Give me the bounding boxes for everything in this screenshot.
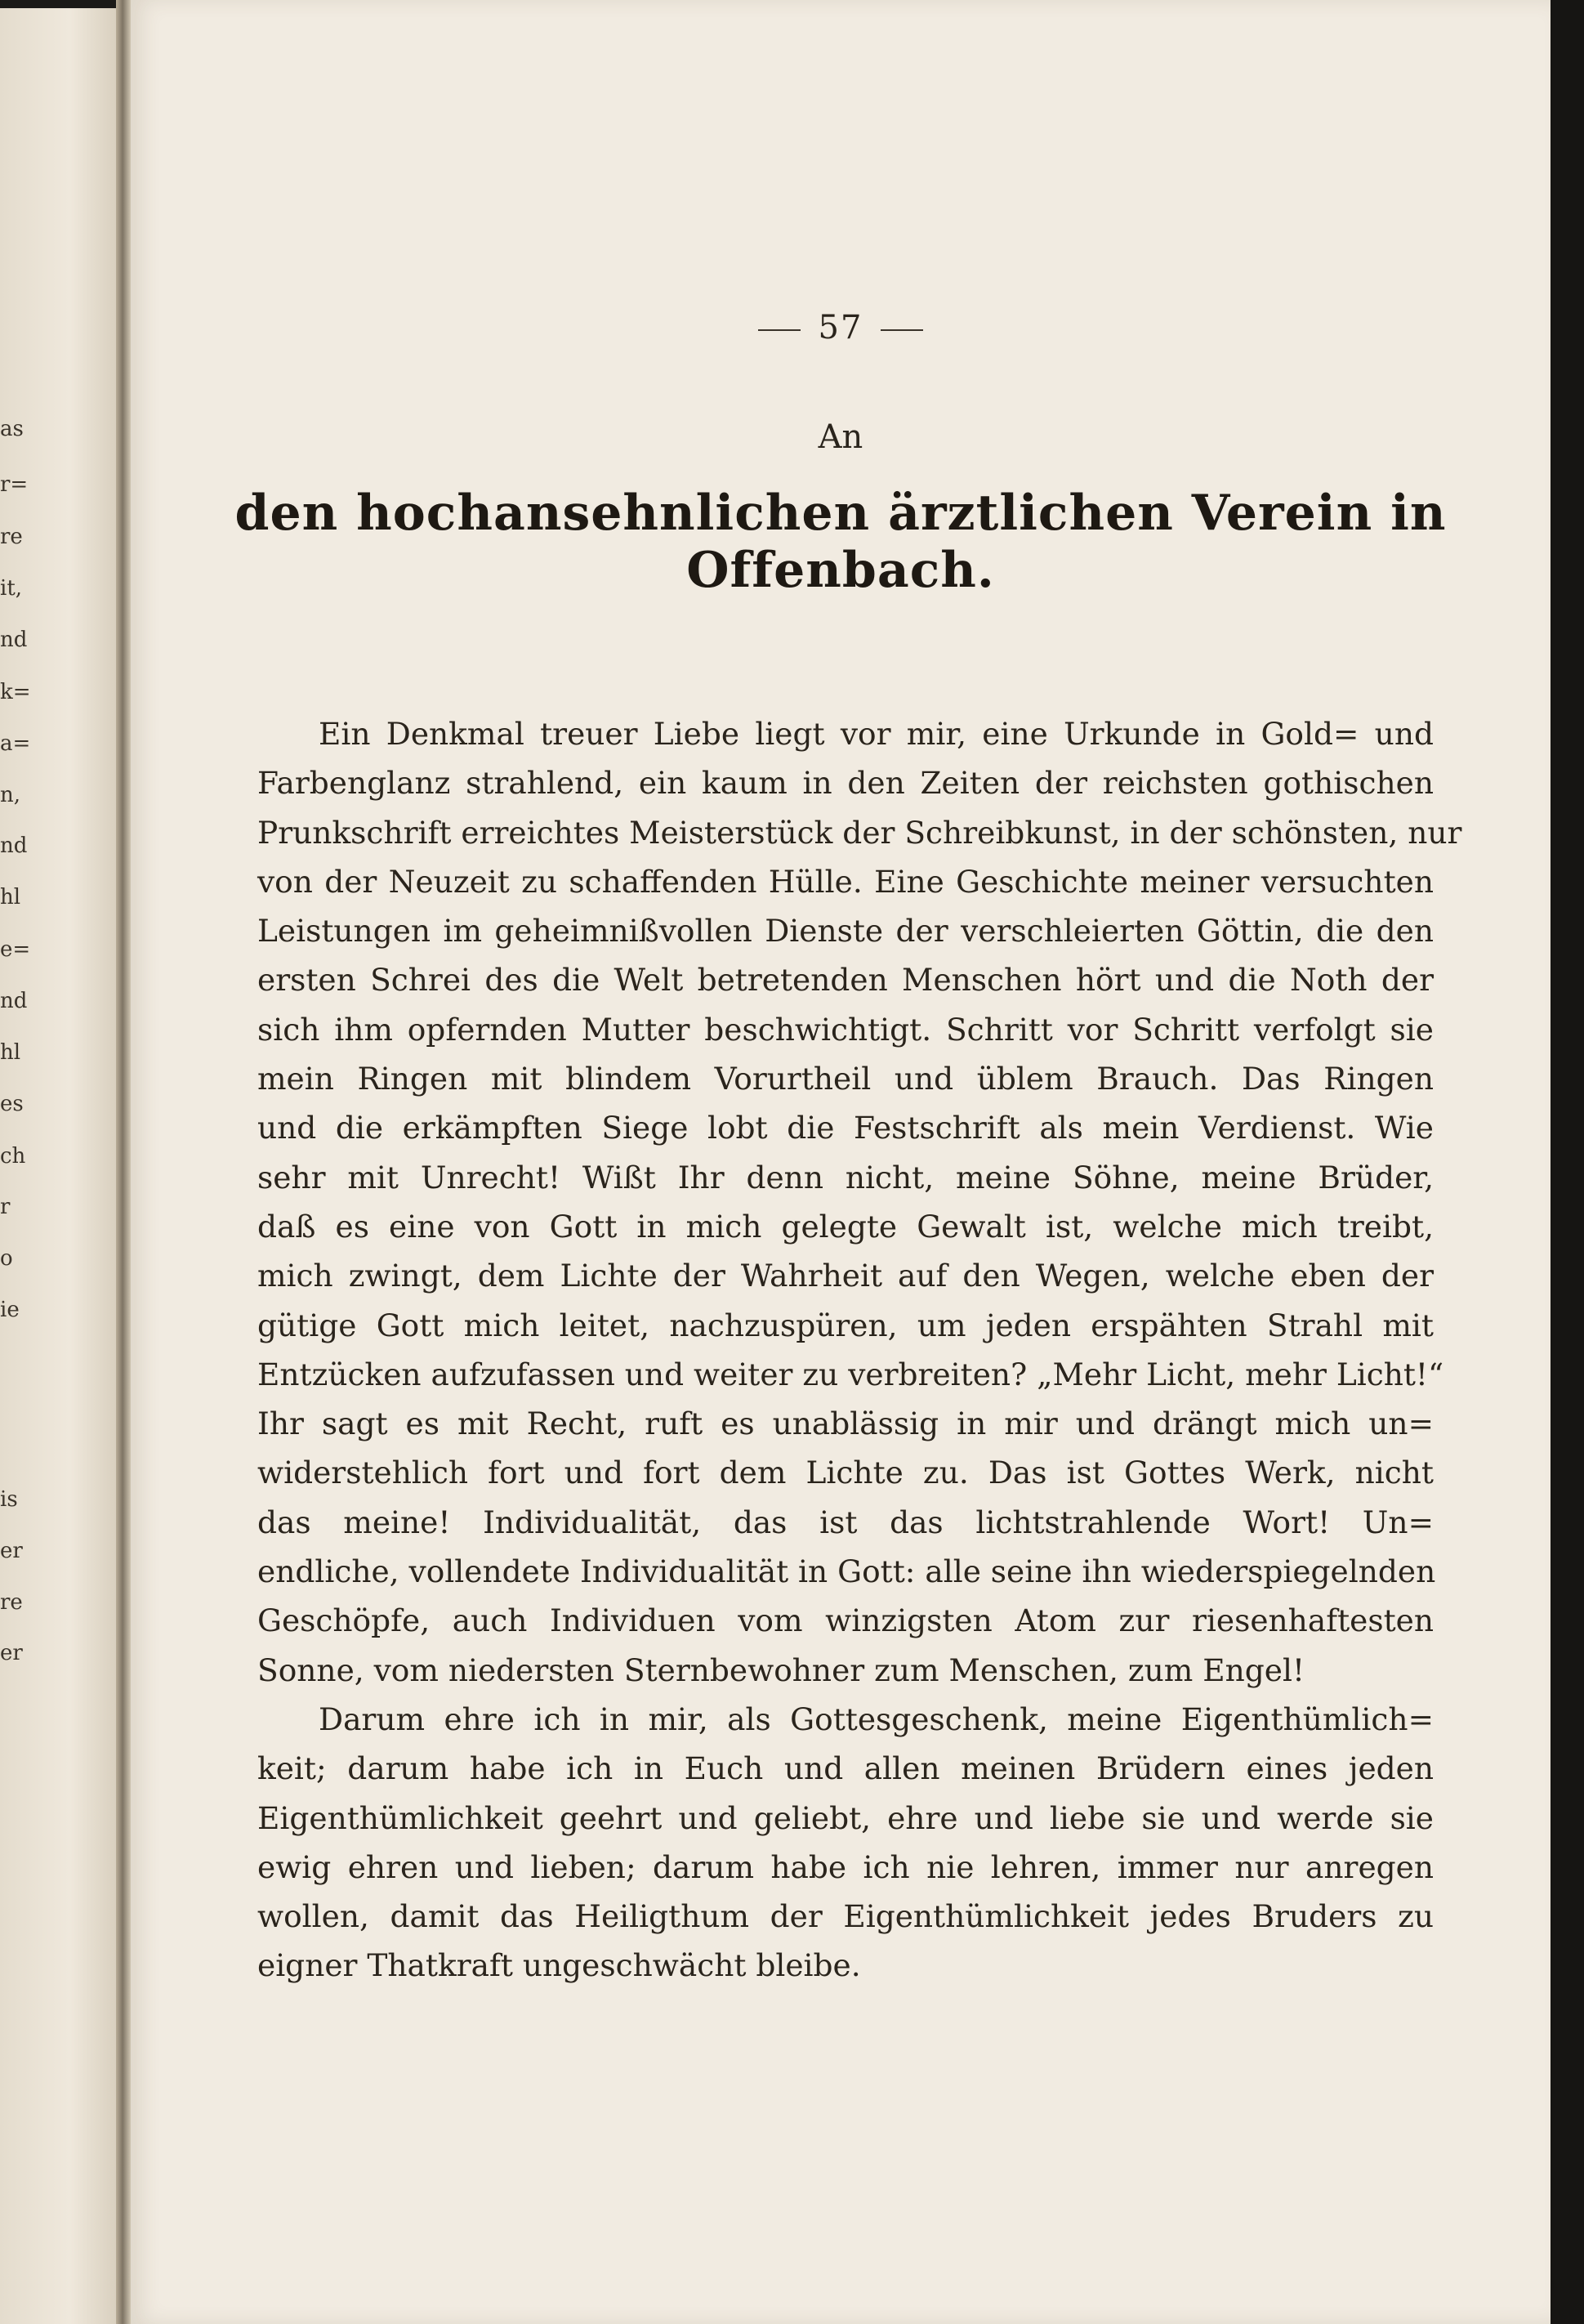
left-page-fragment: it,	[0, 576, 23, 601]
text-line: mein Ringen mit blindem Vorurtheil und üblem Brauch. Das Ringen	[257, 1061, 1434, 1097]
text-line: ersten Schrei des die Welt betretenden Menschen hört und die Noth der	[257, 962, 1434, 999]
text-line: Prunkschrift erreichtes Meisterstück der Schreibkunst, in der schönsten, nur	[257, 814, 1462, 851]
text-line: Geschöpfe, auch Individuen vom winzigsten Atom zur riesenhaftesten	[257, 1602, 1434, 1639]
text-line: sich ihm opfernden Mutter beschwichtigt. Schritt vor Schritt verfolgt sie	[257, 1011, 1434, 1048]
left-page-fragment: hl	[0, 885, 21, 909]
text-line: daß es eine von Gott in mich gelegte Gewalt ist, welche mich treibt,	[257, 1208, 1434, 1245]
paragraph	[257, 709, 1462, 1695]
page-number-value: 57	[818, 309, 863, 346]
pre-title: An	[818, 418, 863, 456]
left-page-fragment: e=	[0, 937, 31, 962]
text-line: Sonne, vom niedersten Sternbewohner zum Menschen, zum Engel!	[257, 1651, 1305, 1688]
left-page-fragment: o	[0, 1246, 13, 1271]
text-line: keit; darum habe ich in Euch und allen meinen Brüdern eines jeden	[257, 1750, 1434, 1787]
right-page	[131, 0, 1551, 2324]
background-edge	[1551, 0, 1584, 2324]
book-gutter	[116, 0, 131, 2324]
text-line: sehr mit Unrecht! Wißt Ihr denn nicht, meine Söhne, meine Brüder,	[257, 1159, 1434, 1196]
left-page-edge	[0, 8, 116, 2324]
left-page-fragment: a=	[0, 731, 31, 756]
text-line: Darum ehre ich in mir, als Gottesgeschenk, meine Eigenthümlich=	[319, 1701, 1434, 1737]
left-page-fragment: er	[0, 1641, 23, 1665]
left-page-fragment: re	[0, 525, 23, 549]
left-page-fragment: n,	[0, 783, 21, 807]
page-number	[131, 309, 1551, 346]
body-text	[257, 709, 1462, 1991]
text-line: wollen, damit das Heiligthum der Eigenthümlichkeit jedes Bruders zu	[257, 1898, 1434, 1935]
dash-left	[758, 329, 801, 331]
text-line: Eigenthümlichkeit geehrt und geliebt, ehre und liebe sie und werde sie	[257, 1799, 1434, 1836]
text-line: Farbenglanz strahlend, ein kaum in den Zeiten der reichsten gothischen	[257, 765, 1434, 802]
left-page-fragment: is	[0, 1487, 18, 1512]
left-page-fragment: r=	[0, 472, 29, 497]
left-page-fragment: ch	[0, 1144, 26, 1169]
text-line: Ein Denkmal treuer Liebe liegt vor mir, eine Urkunde in Gold= und	[319, 716, 1434, 752]
page-title: den hochansehnlichen ärztlichen Verein in Offenbach.	[234, 485, 1447, 599]
text-line: Ihr sagt es mit Recht, ruft es unablässig in mir und drängt mich un=	[257, 1406, 1434, 1442]
text-line: endliche, vollendete Individualität in Gott: alle seine ihn wiederspiegelnden	[257, 1553, 1436, 1590]
text-line: mich zwingt, dem Lichte der Wahrheit auf den Wegen, welche eben der	[257, 1258, 1434, 1294]
text-line: Entzücken aufzufassen und weiter zu verbreiten? „Mehr Licht, mehr Licht!“	[257, 1356, 1444, 1392]
text-line: Leistungen im geheimnißvollen Dienste der verschleierten Göttin, die den	[257, 913, 1434, 950]
text-line: das meine! Individualität, das ist das lichtstrahlende Wort! Un=	[257, 1504, 1434, 1540]
left-page-fragment: es	[0, 1092, 24, 1116]
left-page-fragment: k=	[0, 680, 31, 704]
paragraph	[257, 1695, 1434, 1991]
text-line: ewig ehren und lieben; darum habe ich nie lehren, immer nur anregen	[257, 1848, 1434, 1885]
left-page-fragment: nd	[0, 834, 28, 858]
text-line: und die erkämpften Siege lobt die Festschrift als mein Verdienst. Wie	[257, 1110, 1434, 1146]
left-page-fragment: as	[0, 417, 24, 441]
left-page-fragment: re	[0, 1590, 23, 1615]
text-line: gütige Gott mich leitet, nachzuspüren, um jeden erspähten Strahl mit	[257, 1307, 1434, 1343]
text-line: von der Neuzeit zu schaffenden Hülle. Eine Geschichte meiner versuchten	[257, 863, 1434, 900]
left-page-fragment: hl	[0, 1040, 21, 1065]
left-page-fragment: er	[0, 1539, 23, 1563]
left-page-fragment: ie	[0, 1298, 20, 1322]
text-line: eigner Thatkraft ungeschwächt bleibe.	[257, 1947, 861, 1984]
dash-right	[881, 329, 923, 331]
left-page-fragment: nd	[0, 989, 28, 1013]
left-page-fragment: r	[0, 1195, 11, 1219]
text-line: widerstehlich fort und fort dem Lichte zu. Das ist Gottes Werk, nicht	[257, 1455, 1434, 1491]
left-page-fragment: nd	[0, 628, 28, 652]
